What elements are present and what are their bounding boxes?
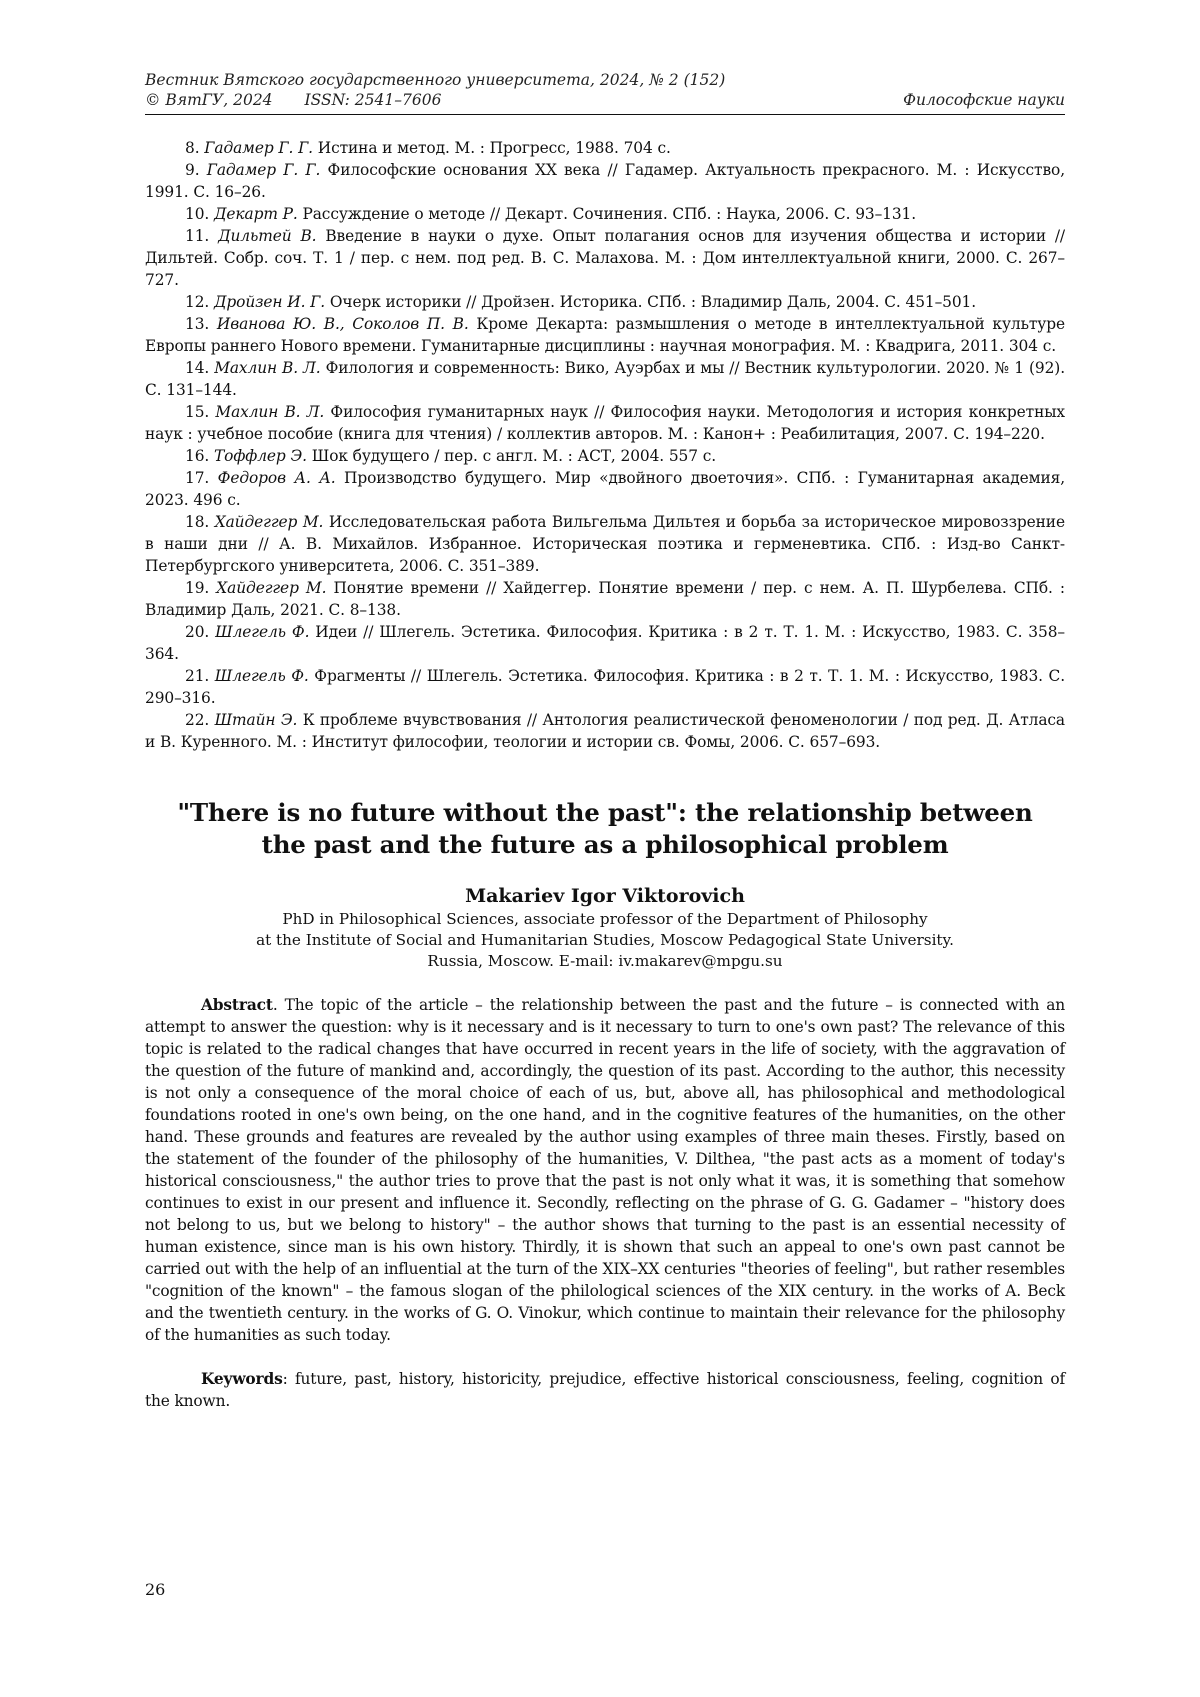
reference-number: 19. bbox=[185, 579, 210, 597]
abstract bbox=[145, 994, 1065, 1346]
reference-author: Шлегель Ф. bbox=[214, 667, 309, 685]
author-name: Makariev Igor Viktorovich bbox=[465, 885, 745, 907]
keywords-label: Keywords bbox=[201, 1370, 283, 1388]
reference-list bbox=[145, 137, 1065, 753]
reference-item bbox=[145, 467, 1065, 511]
article-title bbox=[145, 797, 1065, 861]
title-line-2: the past and the future as a philosophical problem bbox=[261, 830, 949, 859]
affiliation-line-1: PhD in Philosophical Sciences, associate professor of the Department of Philosophy bbox=[282, 910, 928, 928]
reference-text: Кроме Декарта: размышления о методе в интеллектуальной культуре Европы раннего Нового времени. Гуманитарные дисциплины : научная монография. М. : Квадрига, 2011. 304 с. bbox=[145, 315, 1065, 355]
page bbox=[145, 70, 1065, 1427]
reference-number: 9. bbox=[185, 161, 200, 179]
abstract-text: . The topic of the article – the relationship between the past and the future – is connected with an attempt to answer the question: why is it necessary and is it necessary to turn to one's own past? The relevance of this topic is related to the radical changes that have occurred in recent years in the life of society, with the aggravation of the question of the future of mankind and, accordingly, the question of its past. According to the author, this necessity is not only a consequence of the moral choice of each of us, but, above all, has philosophical and methodological foundations rooted in one's own being, on the one hand, and in the cognitive features of the humanities, on the other hand. These grounds and features are revealed by the author using examples of three main theses. Firstly, based on the statement of the founder of the philosophy of the humanities, V. Dilthea, "the past acts as a moment of today's historical consciousness," the author tries to prove that the past is not only what it was, it is something that somehow continues to exist in our present and influence it. Secondly, reflecting on the phrase of G. G. Gadamer – "history does not belong to us, but we belong to history" – the author shows that turning to the past is an essential necessity of human existence, since man is his own history. Thirdly, it is shown that such an appeal to one's own past cannot be carried out with the help of an influential at the turn of the XIX–XX centuries "theories of feeling", but rather resembles "cognition of the known" – the famous slogan of the philological sciences of the XIX century. in the works of A. Beck and the twentieth century. in the works of G. O. Vinokur, which continue to maintain their relevance for the philosophy of the humanities as such today. bbox=[145, 996, 1065, 1344]
reference-number: 12. bbox=[185, 293, 210, 311]
reference-text: Истина и метод. М. : Прогресс, 1988. 704 с. bbox=[312, 139, 671, 157]
reference-number: 13. bbox=[185, 315, 210, 333]
page-number: 26 bbox=[145, 1580, 166, 1599]
reference-text: Производство будущего. Мир «двойного двоеточия». СПб. : Гуманитарная академия, 2023. 496 с. bbox=[145, 469, 1066, 509]
reference-text: Философия гуманитарных наук // Философия науки. Методология и история конкретных наук : учебное пособие (книга для чтения) / коллектив авторов. М. : Канон+ : Реабилитация, 2007. С. 194–220. bbox=[145, 403, 1065, 443]
reference-text: Введение в науки о духе. Опыт полагания основ для изучения общества и истории // Дильтей. Собр. соч. Т. 1 / пер. с нем. под ред. В. С. Малахова. М. : Дом интеллектуальной книги, 2000. С. 267–727. bbox=[145, 227, 1066, 289]
reference-number: 14. bbox=[185, 359, 210, 377]
header-divider bbox=[145, 114, 1065, 115]
reference-author: Дильтей В. bbox=[218, 227, 317, 245]
reference-author: Хайдеггер М. bbox=[214, 513, 324, 531]
reference-text: Фрагменты // Шлегель. Эстетика. Философия. Критика : в 2 т. Т. 1. М. : Искусство, 1983. С. 290–316. bbox=[145, 667, 1065, 707]
reference-author: Гадамер Г. Г. bbox=[206, 161, 321, 179]
reference-text: Философские основания XX века // Гадамер. Актуальность прекрасного. М. : Искусство, 1991. С. 16–26. bbox=[145, 161, 1065, 201]
reference-number: 18. bbox=[185, 513, 210, 531]
issn: ISSN: 2541–7606 bbox=[304, 91, 442, 109]
reference-author: Иванова Ю. В., Соколов П. В. bbox=[216, 315, 469, 333]
reference-author: Гадамер Г. Г. bbox=[204, 139, 313, 157]
reference-number: 11. bbox=[185, 227, 210, 245]
reference-item bbox=[145, 621, 1065, 665]
journal-title: Вестник Вятского государственного университета, 2024, № 2 (152) bbox=[145, 71, 726, 89]
reference-author: Федоров А. А. bbox=[217, 469, 336, 487]
reference-item bbox=[145, 225, 1065, 291]
reference-item bbox=[145, 137, 1065, 159]
reference-number: 10. bbox=[185, 205, 210, 223]
reference-author: Хайдеггер М. bbox=[216, 579, 327, 597]
reference-number: 16. bbox=[185, 447, 210, 465]
reference-item bbox=[145, 577, 1065, 621]
header-left bbox=[145, 90, 473, 110]
reference-item bbox=[145, 665, 1065, 709]
reference-item bbox=[145, 203, 1065, 225]
affiliation-line-2: at the Institute of Social and Humanitarian Studies, Moscow Pedagogical State University. bbox=[256, 931, 954, 949]
copyright: © ВятГУ, 2024 bbox=[145, 91, 273, 109]
reference-author: Шлегель Ф. bbox=[215, 623, 310, 641]
reference-number: 22. bbox=[185, 711, 210, 729]
reference-text: К проблеме вчувствования // Антология реалистической феноменологии / под ред. Д. Атласа и В. Куренного. М. : Институт философии, теологии и истории св. Фомы, 2006. С. 657–693. bbox=[145, 711, 1065, 751]
reference-author: Тоффлер Э. bbox=[213, 447, 307, 465]
reference-number: 20. bbox=[185, 623, 210, 641]
reference-item bbox=[145, 291, 1065, 313]
reference-item bbox=[145, 313, 1065, 357]
reference-author: Махлин В. Л. bbox=[214, 359, 321, 377]
reference-text: Исследовательская работа Вильгельма Дильтея и борьба за историческое мировоззрение в наши дни // А. В. Михайлов. Избранное. Историческая поэтика и герменевтика. СПб. : Изд-во Санкт-Петербургского университета, 2006. С. 351–389. bbox=[145, 513, 1065, 575]
reference-text: Понятие времени // Хайдеггер. Понятие времени / пер. с нем. А. П. Шурбелева. СПб. : Владимир Даль, 2021. С. 8–138. bbox=[145, 579, 1065, 619]
reference-number: 17. bbox=[185, 469, 210, 487]
reference-item bbox=[145, 511, 1065, 577]
keywords bbox=[145, 1368, 1065, 1412]
reference-number: 8. bbox=[185, 139, 200, 157]
reference-text: Шок будущего / пер. с англ. М. : АСТ, 2004. 557 с. bbox=[306, 447, 717, 465]
reference-item bbox=[145, 401, 1065, 445]
header-row bbox=[145, 90, 1065, 110]
reference-item bbox=[145, 159, 1065, 203]
title-line-1: "There is no future without the past": the relationship between bbox=[177, 798, 1033, 827]
reference-author: Дройзен И. Г. bbox=[213, 293, 326, 311]
reference-text: Филология и современность: Вико, Ауэрбах и мы // Вестник культурологии. 2020. № 1 (92). С. 131–144. bbox=[145, 359, 1065, 399]
reference-author: Штайн Э. bbox=[214, 711, 298, 729]
reference-number: 15. bbox=[185, 403, 210, 421]
reference-item bbox=[145, 445, 1065, 467]
author-affiliation bbox=[145, 909, 1065, 972]
keywords-text: : future, past, history, historicity, prejudice, effective historical consciousness, feeling, cognition of the known. bbox=[145, 1370, 1065, 1410]
reference-text: Очерк историки // Дройзен. Историка. СПб. : Владимир Даль, 2004. С. 451–501. bbox=[325, 293, 977, 311]
reference-number: 21. bbox=[185, 667, 210, 685]
reference-author: Махлин В. Л. bbox=[215, 403, 325, 421]
affiliation-line-3: Russia, Moscow. E-mail: iv.makarev@mpgu.su bbox=[427, 952, 783, 970]
abstract-label: Abstract bbox=[201, 996, 273, 1014]
running-header bbox=[145, 70, 1065, 110]
reference-item bbox=[145, 709, 1065, 753]
reference-author: Декарт Р. bbox=[213, 205, 298, 223]
section-name: Философские науки bbox=[903, 91, 1065, 109]
reference-text: Идеи // Шлегель. Эстетика. Философия. Критика : в 2 т. Т. 1. М. : Искусство, 1983. С. 358–364. bbox=[145, 623, 1065, 663]
reference-text: Рассуждение о методе // Декарт. Сочинения. СПб. : Наука, 2006. С. 93–131. bbox=[297, 205, 917, 223]
reference-item bbox=[145, 357, 1065, 401]
